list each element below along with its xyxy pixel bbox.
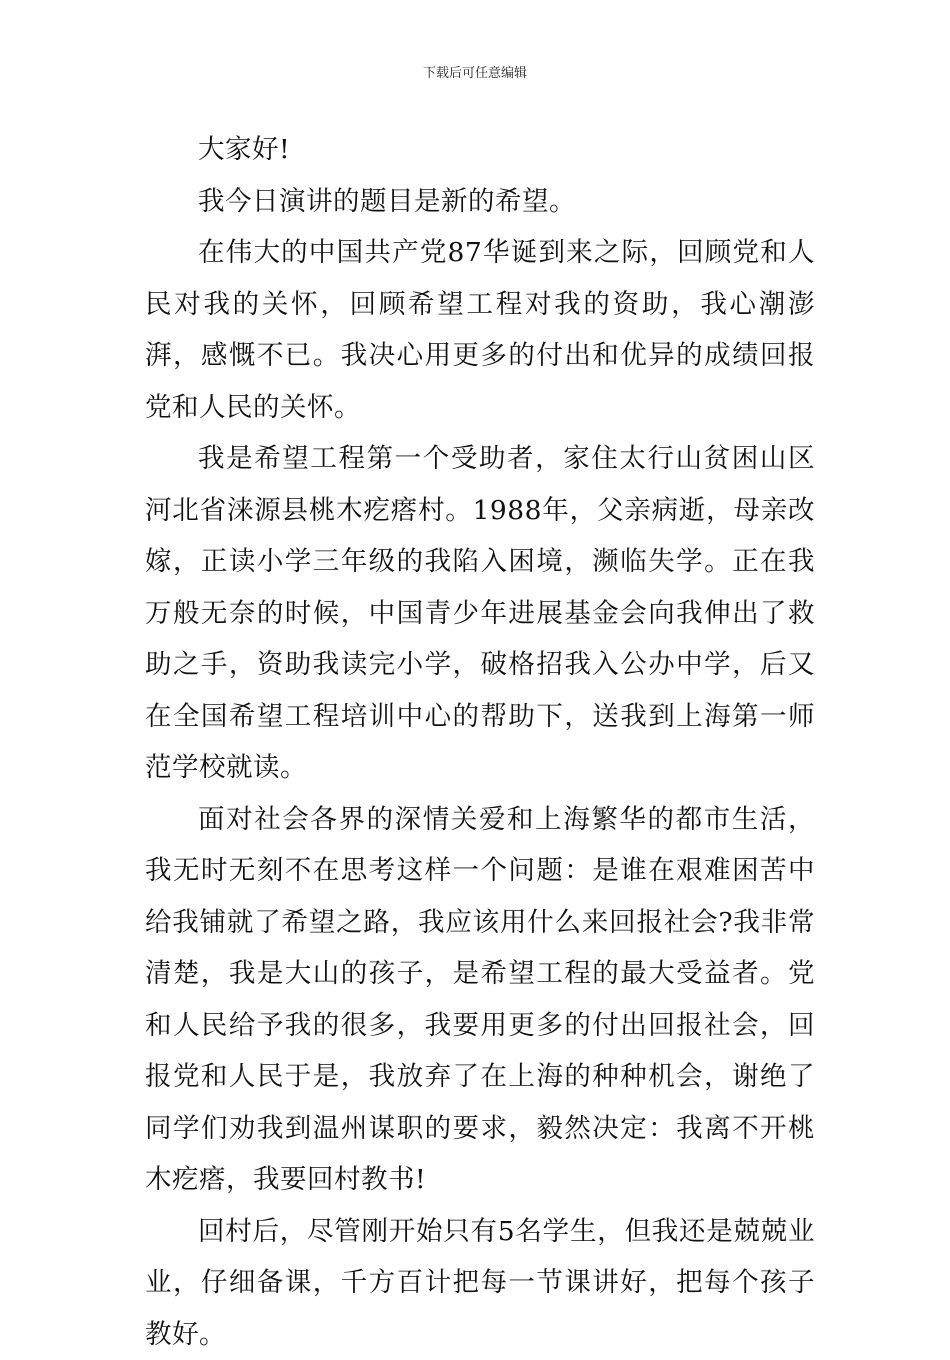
page-header: 下载后可任意编辑 [0,66,950,82]
paragraph-background: 我是希望工程第一个受助者，家住太行山贫困山区河北省涞源县桃木疙瘩村。1988年，父亲病逝，母亲改嫁，正读小学三年级的我陷入困境，濒临失学。正在我万般无奈的时候，中国青少年进展基金会向我伸出了救助之手，资助我读完小学，破格招我入公办中学，后又在全国希望工程培训中心的帮助下，送我到上海第一师范学校就读。 [145,433,815,794]
paragraph-anniversary: 在伟大的中国共产党87华诞到来之际，回顾党和人民对我的关怀，回顾希望工程对我的资助，我心潮澎湃，感慨不已。我决心用更多的付出和优异的成绩回报党和人民的关怀。 [145,227,815,433]
document-body [145,124,815,1360]
paragraph-reflection: 面对社会各界的深情关爱和上海繁华的都市生活，我无时无刻不在思考这样一个问题：是谁在艰难困苦中给我铺就了希望之路，我应该用什么来回报社会?我非常清楚，我是大山的孩子，是希望工程的最大受益者。党和人民给予我的很多，我要用更多的付出回报社会，回报党和人民于是，我放弃了在上海的种种机会，谢绝了同学们劝我到温州谋职的要求，毅然决定：我离不开桃木疙瘩，我要回村教书! [145,794,815,1206]
paragraph-topic: 我今日演讲的题目是新的希望。 [145,176,815,228]
paragraph-greeting: 大家好! [145,124,815,176]
paragraph-teaching: 回村后，尽管刚开始只有5名学生，但我还是兢兢业业，仔细备课，千方百计把每一节课讲好，把每个孩子教好。 [145,1206,815,1360]
